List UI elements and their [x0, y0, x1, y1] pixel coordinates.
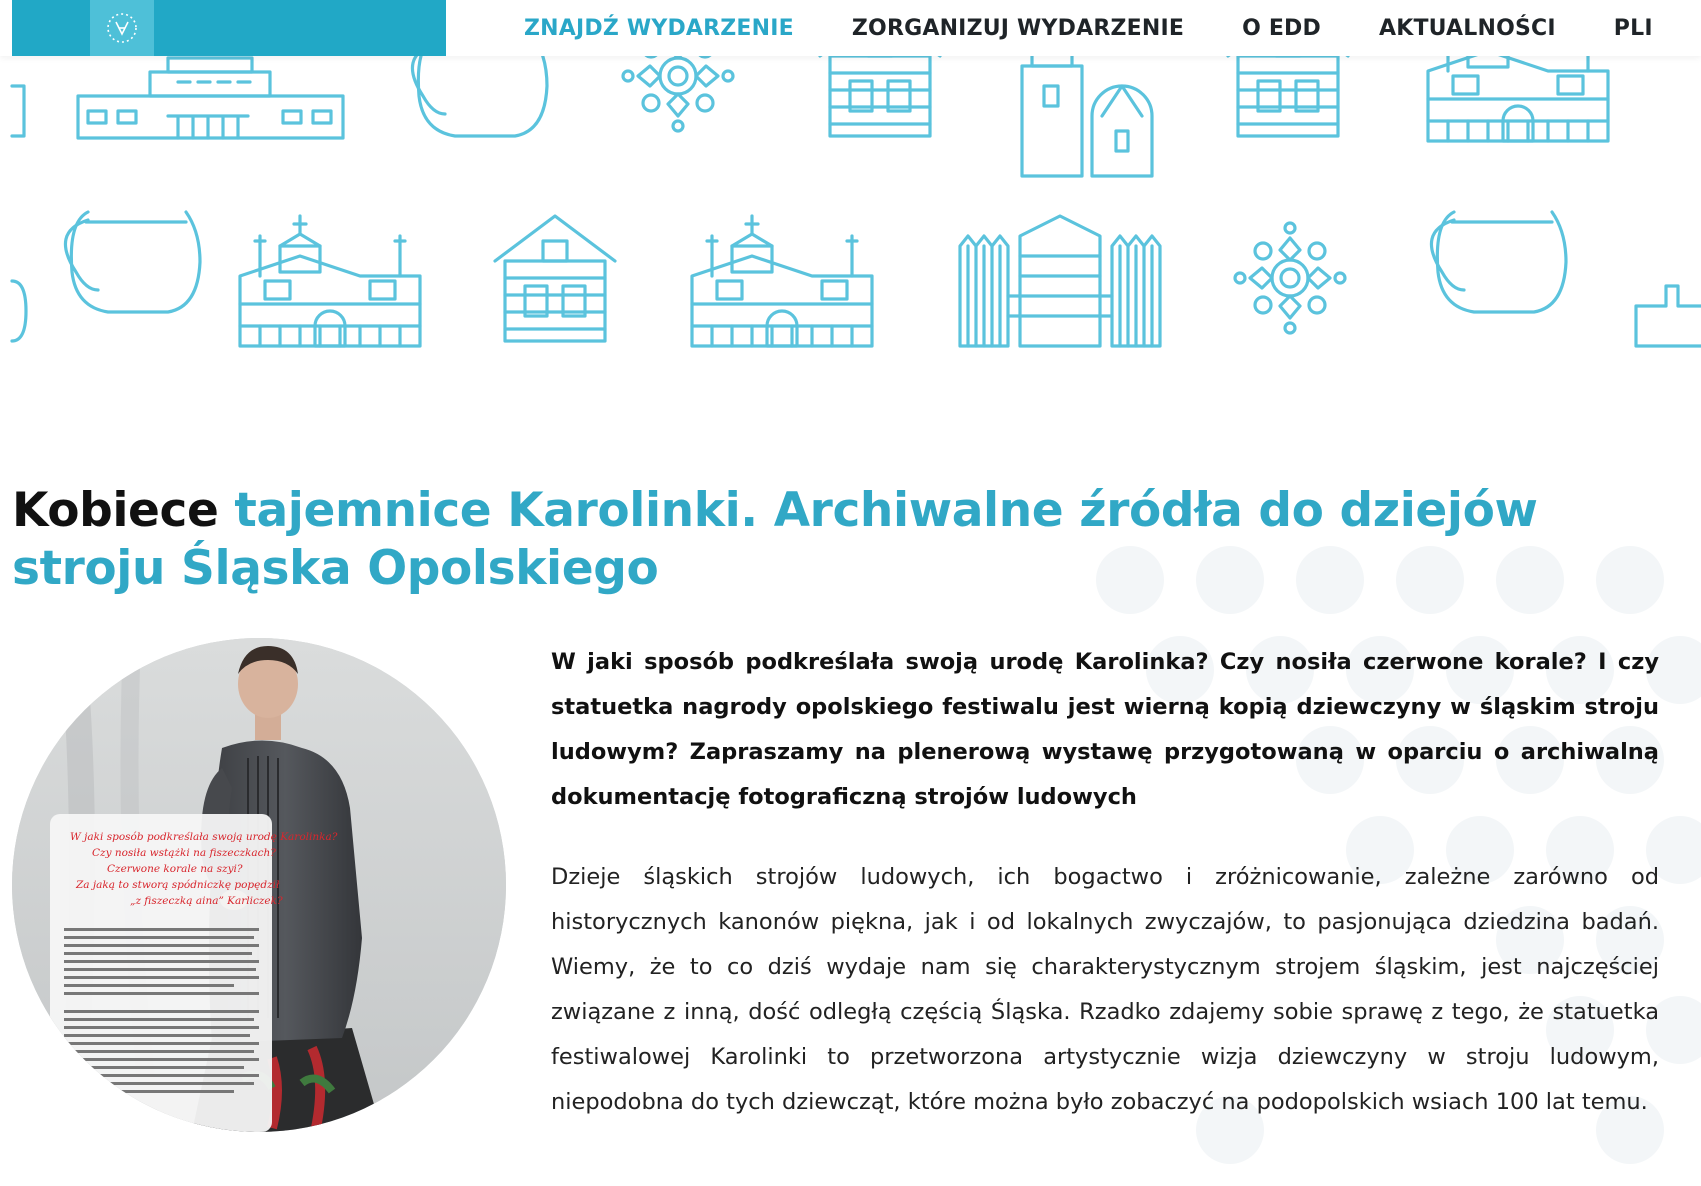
article-title-accent: tajemnice Karolinki. Archiwalne źródła do dziejów stroju Śląska Opolskiego [12, 483, 1538, 596]
edd-logo[interactable] [90, 0, 154, 56]
main-nav [524, 0, 1701, 56]
brand-block [12, 0, 446, 56]
wooden-fort-icon [960, 216, 1160, 346]
nav-find-event[interactable]: ZNAJDŹ WYDARZENIE [524, 15, 794, 41]
folk-rosette-icon [1235, 223, 1345, 333]
poster-line: Czerwone korale na szyi? [107, 863, 243, 875]
nav-about-edd[interactable]: O EDD [1242, 15, 1321, 41]
top-navigation-bar [0, 0, 1701, 56]
log-house-icon [1228, 56, 1348, 136]
nav-files[interactable]: PLI [1613, 15, 1653, 41]
timber-church-icon [692, 216, 872, 346]
log-house-icon [495, 216, 615, 341]
castle-tower-icon [1022, 56, 1152, 176]
poster-line: „z fiszeczką aina” Karliczek? [130, 895, 283, 907]
edd-logo-icon [102, 8, 142, 48]
jug-icon [65, 212, 200, 312]
nav-news[interactable]: AKTUALNOŚCI [1378, 15, 1556, 41]
article-image [12, 638, 506, 1132]
timber-church-icon [240, 216, 420, 346]
jug-icon [412, 56, 547, 136]
nav-organize-event[interactable]: ZORGANIZUJ WYDARZENIE [851, 15, 1185, 41]
article-body: Dzieje śląskich strojów ludowych, ich bogactwo i zróżnicowanie, zależne zarówno od historycznych kanonów piękna, jak i od lokalnych zwyczajów, to pasjonująca dziedzina badań. Wiemy, że to co dziś wydaje nam się charakterystycznym strojem śląskim, jest najczęściej związane z inną, dość odległą częścią Śląska. Rzadko zdajemy sobie sprawę z tego, że statuetka festiwalowej Karolinki to przetworzona artystycznie wizja dziewczyny w stroju ludowym, niepodobna do tych dziewcząt, które można było zobaczyć na podopolskich wsiach 100 lat temu. [551, 864, 1659, 1115]
palace-icon [78, 58, 343, 138]
article-title [12, 482, 1652, 598]
jug-icon [1431, 212, 1566, 312]
article-title-dark: Kobiece [12, 483, 219, 538]
poster-line: Za jaką to stworą spódniczkę popędził [76, 879, 280, 891]
timber-church-icon [1428, 56, 1608, 141]
wooden-church-icon [820, 56, 940, 136]
folk-rosette-icon [623, 56, 733, 131]
poster-line: W jaki sposób podkreślała swoją urodę Karolinka? [70, 831, 338, 843]
poster-line: Czy nosiła wstążki na fiszeczkach? [92, 847, 276, 859]
heritage-icon-strip [0, 56, 1701, 356]
article-lead: W jaki sposób podkreślała swoją urodę Karolinka? Czy nosiła czerwone korale? I czy statuetka nagrody opolskiego festiwalu jest wierną kopią dziewczyny w śląskim stroju ludowym? Zapraszamy na plenerową wystawę przygotowaną w oparciu o archiwalną dokumentację fotograficzną strojów ludowych [551, 649, 1659, 810]
